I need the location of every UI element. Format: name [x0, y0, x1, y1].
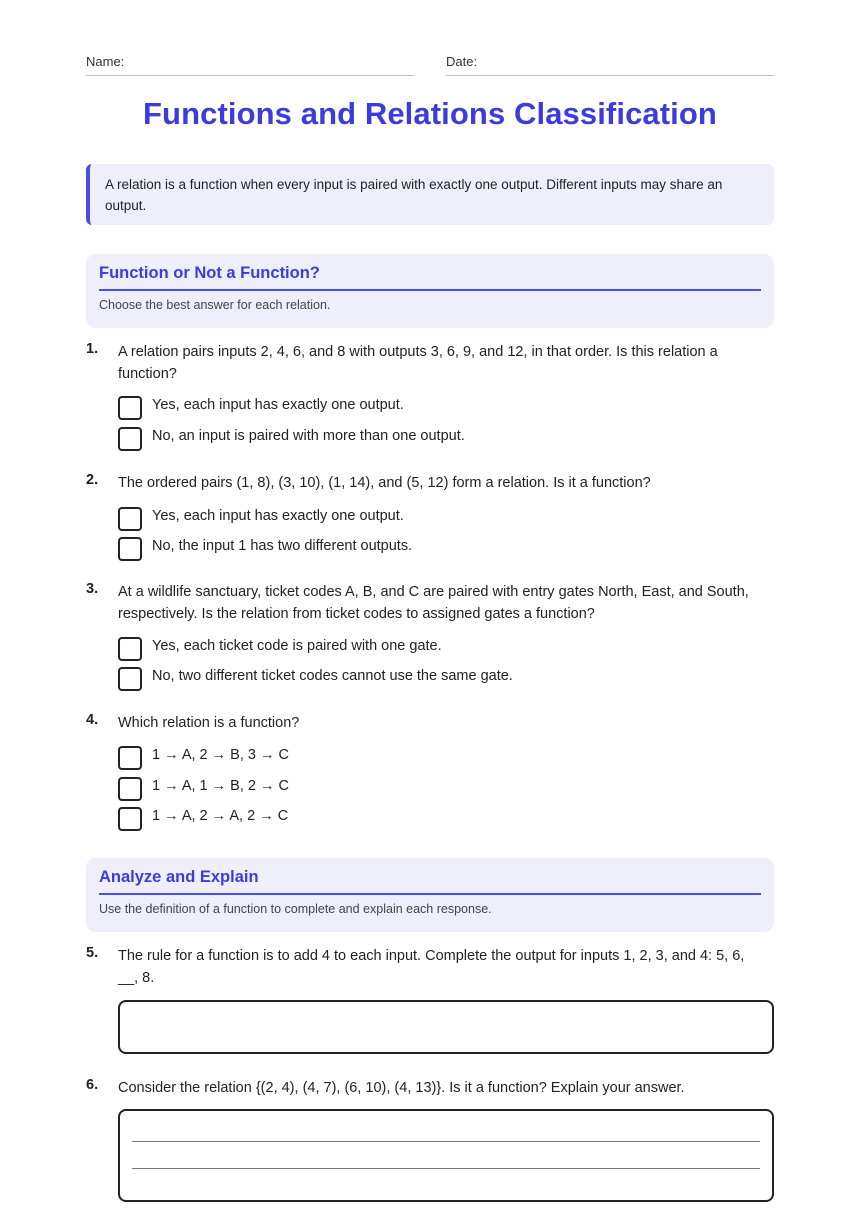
question-text: Consider the relation {(2, 4), (4, 7), (6, 10), (4, 13)}. Is it a function? Explain your answer. [118, 1080, 685, 1096]
section-subtitle: Use the definition of a function to complete and explain each response. [99, 902, 492, 916]
question-text: The ordered pairs (1, 8), (3, 10), (1, 14), and (5, 12) form a relation. Is it a function? [118, 475, 651, 491]
question-number: 4. [86, 712, 99, 728]
checkbox[interactable] [118, 667, 142, 691]
option-label: Yes, each ticket code is paired with one gate. [152, 638, 442, 654]
header-fields [86, 54, 774, 76]
option-label: 1 → A, 1 → B, 2 → C [152, 778, 289, 794]
question-number: 5. [86, 945, 99, 961]
date-field[interactable] [446, 54, 774, 76]
question-number: 1. [86, 341, 99, 357]
option-label: No, an input is paired with more than one output. [152, 428, 465, 444]
question-text: The rule for a function is to add 4 to each input. Complete the output for inputs 1, 2, 3, and 4: 5, 6, __, 8. [118, 948, 745, 986]
question-number: 2. [86, 472, 99, 488]
section-heading: Function or Not a Function? [99, 264, 761, 291]
checkbox[interactable] [118, 427, 142, 451]
checkbox[interactable] [118, 807, 142, 831]
answer-box[interactable] [118, 1109, 774, 1202]
section-subtitle: Choose the best answer for each relation. [99, 298, 331, 312]
checkbox[interactable] [118, 537, 142, 561]
question-text: Which relation is a function? [118, 715, 300, 731]
section-heading: Analyze and Explain [99, 868, 761, 895]
checkbox[interactable] [118, 746, 142, 770]
option-label: No, the input 1 has two different outputs. [152, 538, 413, 554]
question-text: A relation pairs inputs 2, 4, 6, and 8 with outputs 3, 6, 9, and 12, in that order. Is this relation a function? [118, 344, 718, 382]
option-label: No, two different ticket codes cannot use the same gate. [152, 668, 513, 684]
page-title: Functions and Relations Classification [143, 96, 717, 131]
checkbox[interactable] [118, 507, 142, 531]
option-label: 1 → A, 2 → B, 3 → C [152, 747, 289, 763]
question-number: 6. [86, 1077, 99, 1093]
checkbox[interactable] [118, 777, 142, 801]
name-label: Name: [86, 54, 125, 69]
option-label: Yes, each input has exactly one output. [152, 508, 404, 524]
question-number: 3. [86, 581, 99, 597]
option-label: Yes, each input has exactly one output. [152, 397, 404, 413]
writing-line [132, 1141, 760, 1142]
section-analyze-explain [86, 858, 774, 932]
checkbox[interactable] [118, 396, 142, 420]
section-multiple-choice [86, 254, 774, 328]
date-label: Date: [446, 54, 478, 69]
writing-line [132, 1168, 760, 1169]
question-text: At a wildlife sanctuary, ticket codes A, B, and C are paired with entry gates North, East, and South, respectively. Is the relation from ticket codes to assigned gates a function? [118, 584, 749, 622]
name-field[interactable] [86, 54, 414, 76]
option-label: 1 → A, 2 → A, 2 → C [152, 808, 289, 824]
checkbox[interactable] [118, 637, 142, 661]
answer-box[interactable] [118, 1000, 774, 1054]
intro-callout: A relation is a function when every input is paired with exactly one output. Different inputs may share an output. [86, 164, 774, 225]
